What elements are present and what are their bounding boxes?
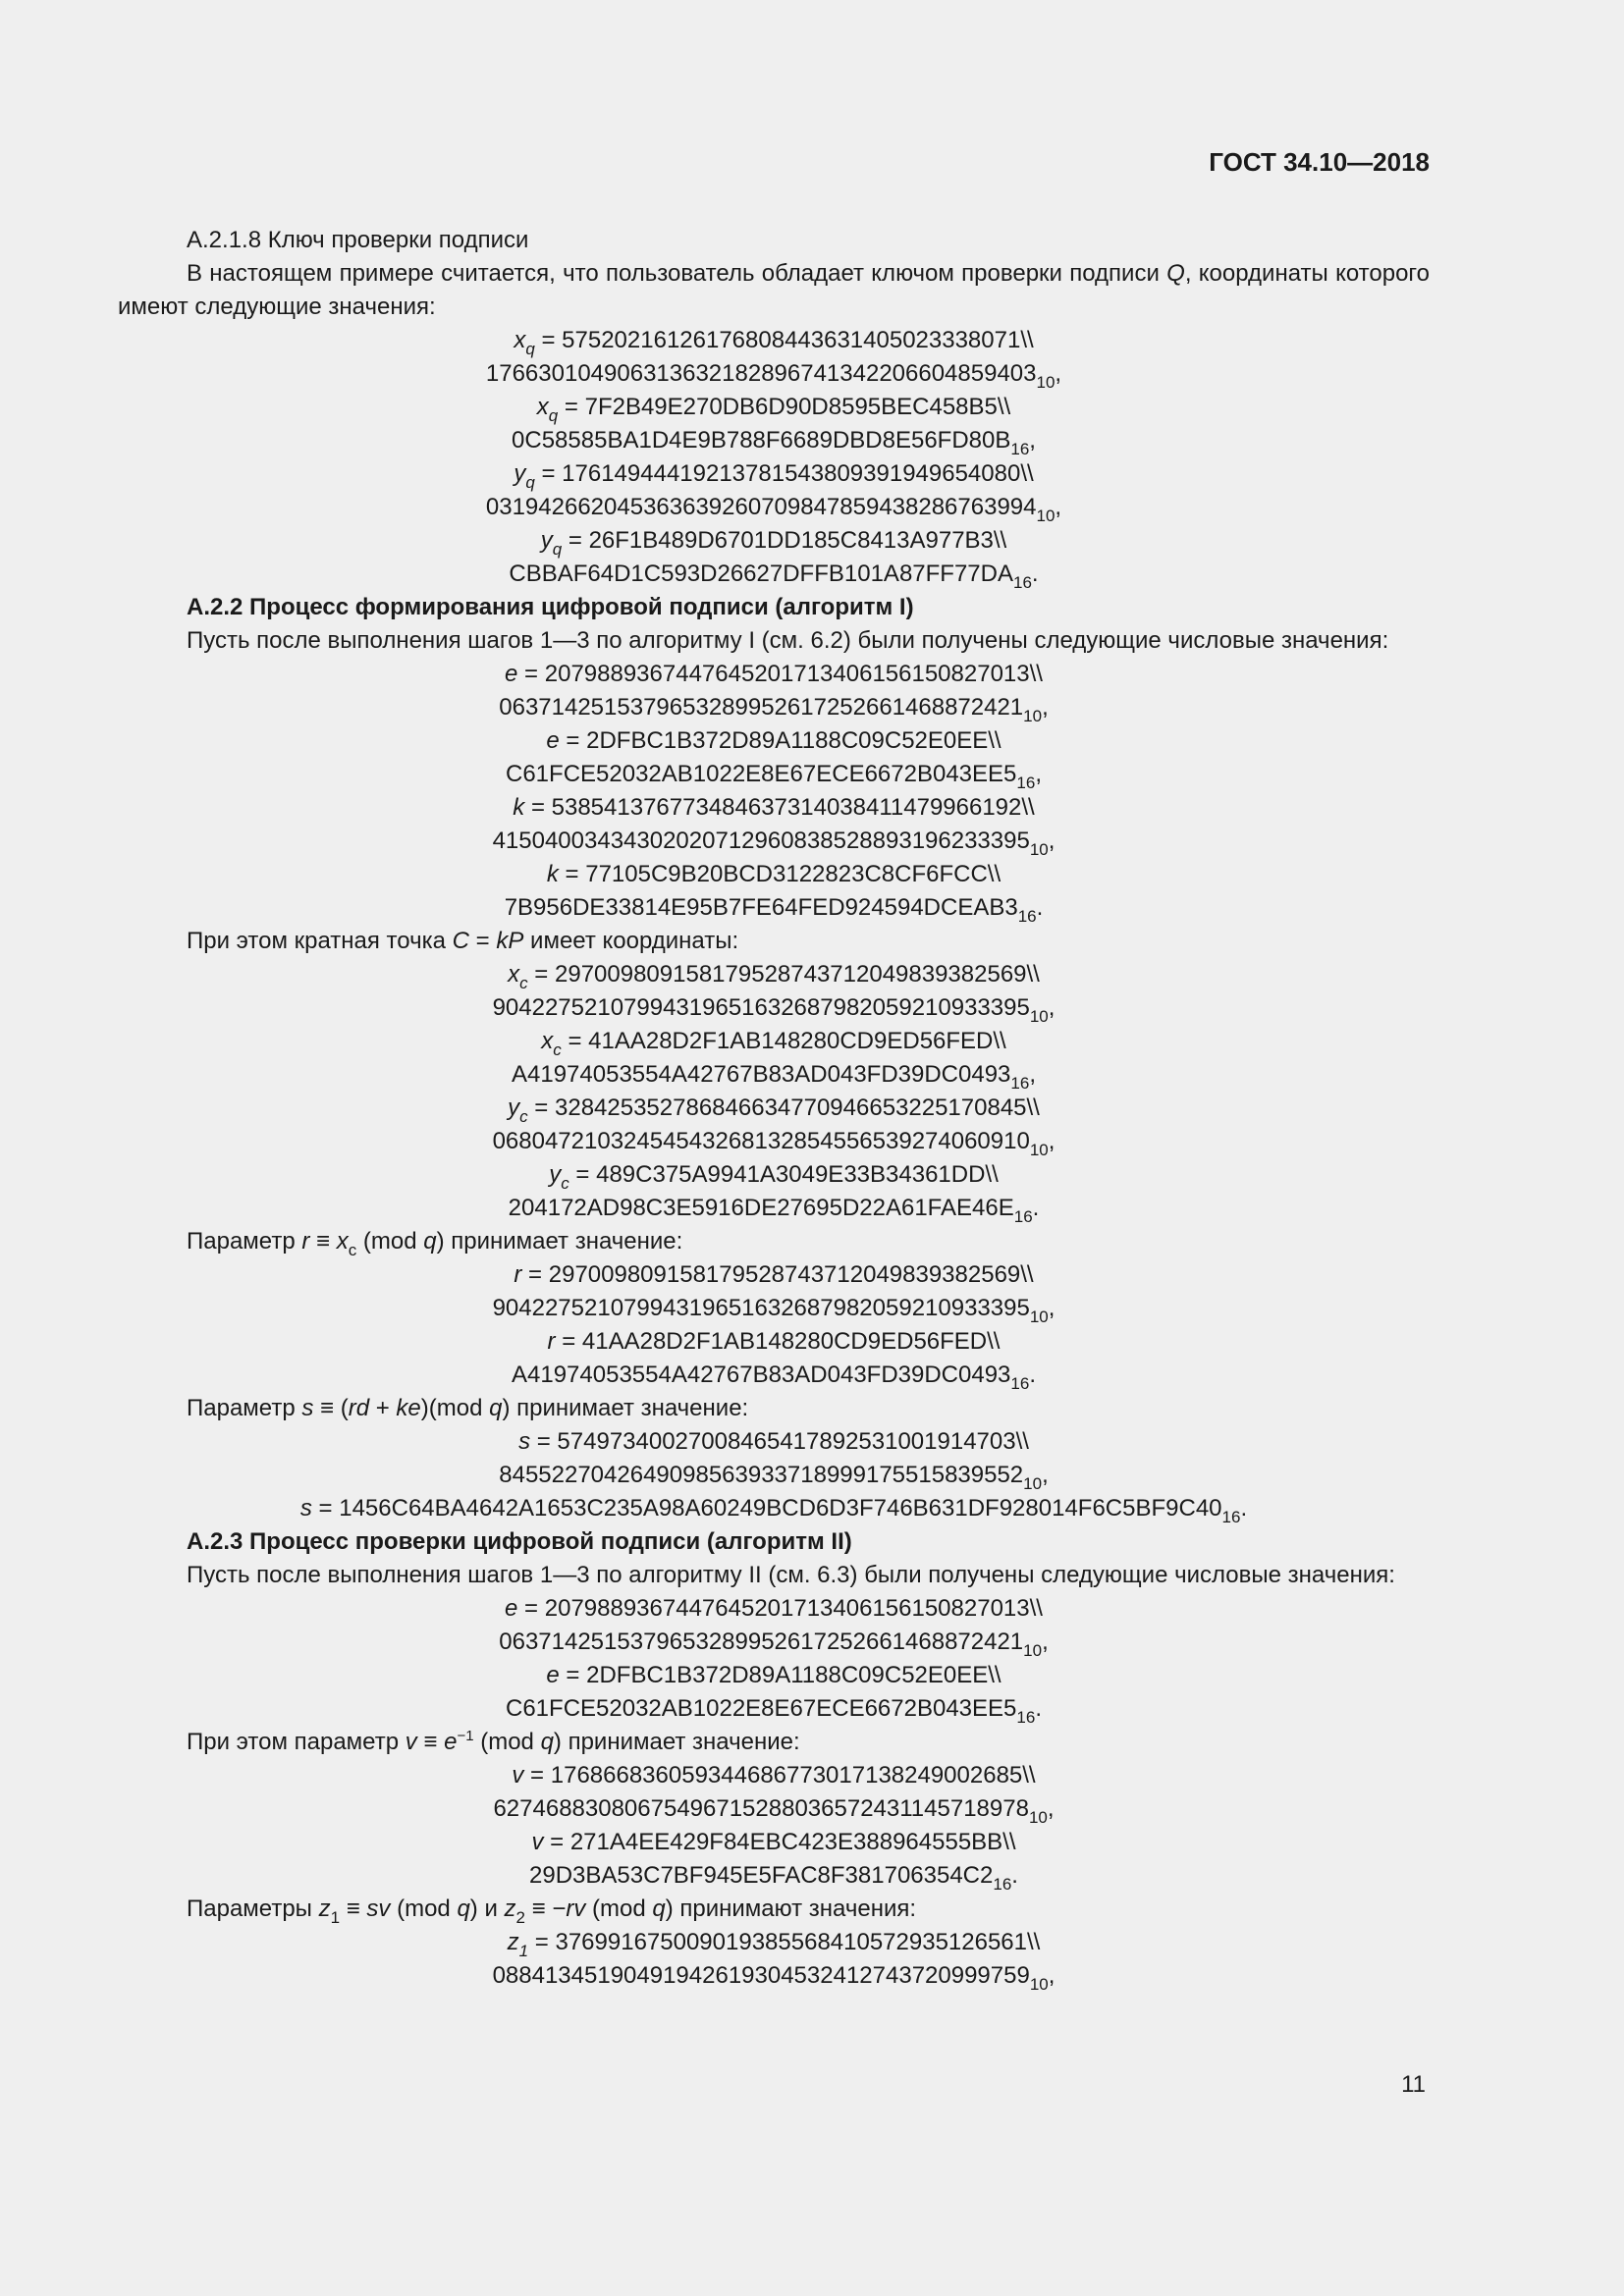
formula-value-part1: 2DFBC1B372D89A1188C09C52E0EE\\ — [586, 1662, 1001, 1688]
text-segment: −1 — [457, 1728, 474, 1744]
text-segment: ≡ — [340, 1896, 367, 1922]
text-segment: (mod — [356, 1228, 424, 1255]
punctuation: . — [1240, 1495, 1248, 1522]
formula-value-part2: 41504003434302020712960838528893196233395 — [492, 828, 1030, 854]
number-base: 10 — [1029, 1975, 1049, 1994]
formula-subscript: q — [548, 406, 559, 425]
formula-line — [118, 691, 1430, 724]
formula-variable: x — [536, 394, 549, 420]
text-segment: q — [652, 1896, 666, 1922]
formula-value-part1: 176866836059344686773017138249002685\\ — [550, 1762, 1036, 1789]
number-base: 10 — [1023, 1474, 1043, 1493]
punctuation: , — [1048, 828, 1056, 854]
text-segment: q — [457, 1896, 470, 1922]
formula-value-part1: 17614944419213781543809391949654080\\ — [562, 460, 1034, 487]
paragraph — [118, 1893, 1430, 1926]
text-segment: ≡ — [309, 1228, 337, 1255]
punctuation: , — [1029, 427, 1036, 454]
text-segment: 1 — [330, 1908, 341, 1927]
text-segment: ) принимает значение: — [553, 1729, 800, 1755]
formula-value: 1456C64BA4642A1653C235A98A60249BCD6D3F746B631DF928014F6C5BF9C40 — [339, 1495, 1222, 1522]
formula-variable: y — [508, 1095, 520, 1121]
formula-line — [118, 1859, 1430, 1893]
formula-line — [118, 558, 1430, 591]
formula-value-part2: 7B956DE33814E95B7FE64FED924594DCEAB3 — [504, 894, 1018, 921]
text-segment: r — [301, 1228, 310, 1255]
formula-value-part1: 26F1B489D6701DD185C8413A977B3\\ — [588, 527, 1007, 554]
punctuation: , — [1047, 1795, 1055, 1822]
formula-value-part1: 297009809158179528743712049839382569\\ — [548, 1261, 1034, 1288]
punctuation: . — [1029, 1362, 1036, 1388]
punctuation: . — [1011, 1862, 1018, 1889]
punctuation: , — [1035, 761, 1042, 787]
text-segment: ≡ — [416, 1729, 445, 1755]
text-segment: rv — [566, 1896, 586, 1922]
formula-subscript: q — [525, 473, 535, 492]
formula-subscript: c — [519, 1107, 528, 1126]
formula-value-part2: 29D3BA53C7BF945E5FAC8F381706354C2 — [529, 1862, 994, 1889]
formula-line: e = 2079889367447645201713406156150827013\\ — [505, 1595, 1043, 1622]
number-base: 10 — [1028, 1808, 1048, 1827]
formula-variable: k — [546, 861, 559, 887]
text-segment: ≡ − — [525, 1896, 567, 1922]
formula-variable: e — [505, 661, 518, 687]
formula-value-part2: 62746883080675496715288036572431145718978 — [493, 1795, 1029, 1822]
formula-value-part1: 57520216126176808443631405023338071\\ — [562, 327, 1034, 353]
formula-line: v = 176866836059344686773017138249002685\\ — [512, 1762, 1036, 1789]
punctuation: , — [1048, 994, 1056, 1021]
text-segment: ke — [396, 1395, 421, 1421]
text-segment: При этом кратная точка — [187, 928, 453, 954]
number-base: 10 — [1029, 1141, 1049, 1159]
document-body — [118, 224, 1430, 1993]
text-segment: имеет координаты: — [523, 928, 739, 954]
text-segment: v — [405, 1729, 417, 1755]
formula-line: $x_q$ = 7F2B49E270DB6D90D8595BEC458B5\\ — [536, 394, 1011, 425]
text-segment: 2 — [515, 1908, 525, 1927]
formula-value-part1: 7F2B49E270DB6D90D8595BEC458B5\\ — [584, 394, 1011, 420]
formula-line — [118, 1692, 1430, 1726]
formula-line — [118, 825, 1430, 858]
formula-value-part1: 57497340027008465417892531001914703\\ — [557, 1428, 1029, 1455]
text-segment: kP — [496, 928, 524, 954]
formula-value-part1: 77105C9B20BCD3122823C8CF6FCC\\ — [585, 861, 1001, 887]
formula-variable: k — [513, 794, 525, 821]
formula-variable: s — [518, 1428, 531, 1455]
text-segment: C — [452, 928, 469, 954]
number-base: 16 — [1013, 573, 1032, 592]
punctuation: , — [1048, 1295, 1056, 1321]
text-segment: ) принимают значения: — [665, 1896, 917, 1922]
formula-value-part2: 06804721032454543268132854556539274060910 — [492, 1128, 1030, 1154]
punctuation: , — [1029, 1061, 1036, 1088]
formula-value-part1: 489C375A9941A3049E33B34361DD\\ — [596, 1161, 999, 1188]
text-segment: Параметр — [187, 1395, 302, 1421]
formula-line — [118, 991, 1430, 1025]
formula-variable: y — [549, 1161, 562, 1188]
paragraph — [118, 1392, 1430, 1425]
formula-value-part1: 328425352786846634770946653225170845\\ — [555, 1095, 1040, 1121]
paragraph — [118, 1726, 1430, 1759]
number-base: 16 — [993, 1875, 1012, 1894]
text-segment: q — [489, 1395, 503, 1421]
text-segment: А.2.2 Процесс формирования цифровой подписи (алгоритм I) — [187, 594, 914, 620]
text-segment: q — [423, 1228, 437, 1255]
formula-variable: x — [508, 961, 520, 988]
formula-value-part1: 538541376773484637314038411479966192\\ — [551, 794, 1035, 821]
formula-line: $y_c$ = 328425352786846634770946653225170845\\ — [508, 1095, 1040, 1126]
formula-line — [118, 758, 1430, 791]
text-segment: s — [301, 1395, 314, 1421]
formula-variable: s — [299, 1495, 312, 1522]
formula-line — [118, 1125, 1430, 1158]
text-segment: ) и — [469, 1896, 505, 1922]
text-segment: , координаты которого имеют следующие значения: — [118, 260, 1430, 320]
formula-value-part2: 176630104906313632182896741342206604859403 — [485, 360, 1037, 387]
formula-subscript: q — [525, 340, 535, 358]
number-base: 16 — [1010, 1374, 1030, 1393]
formula-variable: v — [512, 1762, 524, 1789]
formula-line — [118, 1359, 1430, 1392]
formula-value-part2: 90422752107994319651632687982059210933395 — [492, 994, 1030, 1021]
text-segment: c — [348, 1241, 357, 1259]
number-base: 10 — [1029, 1007, 1049, 1026]
formula-value-part1: 41AA28D2F1AB148280CD9ED56FED\\ — [581, 1328, 1001, 1355]
formula-variable: r — [547, 1328, 556, 1355]
text-segment: ≡ ( — [313, 1395, 349, 1421]
formula-line — [118, 1459, 1430, 1492]
formula-line: k = 538541376773484637314038411479966192\\ — [513, 794, 1035, 821]
text-segment: + — [369, 1395, 397, 1421]
text-segment: А.2.1.8 Ключ проверки подписи — [187, 227, 529, 253]
number-base: 16 — [1010, 440, 1030, 458]
formula-line: s = 57497340027008465417892531001914703\\ — [518, 1428, 1029, 1455]
text-segment: Пусть после выполнения шагов 1—3 по алгоритму II (см. 6.3) были получены следующие числовые значения: — [187, 1562, 1395, 1588]
formula-variable: y — [514, 460, 526, 487]
text-segment: (mod — [390, 1896, 458, 1922]
formula-line — [118, 1626, 1430, 1659]
number-base: 10 — [1029, 840, 1049, 859]
section-heading — [118, 591, 1430, 624]
formula-value-part2: CBBAF64D1C593D26627DFFB101A87FF77DA — [509, 561, 1013, 587]
formula-line: v = 271A4EE429F84EBC423E388964555BB\\ — [531, 1829, 1016, 1855]
formula-line: $y_c$ = 489C375A9941A3049E33B34361DD\\ — [549, 1161, 999, 1193]
number-base: 10 — [1023, 707, 1043, 725]
formula-variable: v — [531, 1829, 544, 1855]
formula-subscript: 1 — [518, 1942, 529, 1960]
formula-subscript: q — [552, 540, 563, 559]
number-base: 10 — [1036, 507, 1056, 525]
formula-variable: e — [546, 1662, 560, 1688]
formula-value-part2: 031942662045363639260709847859438286763994 — [485, 494, 1037, 520]
formula-line: $s = 1456C64BA4642A1653C235A98A60249BCD6D3F746B631DF928014F6C5BF9C40_{16}$. — [299, 1495, 1248, 1526]
text-segment: e — [444, 1729, 458, 1755]
text-segment: (mod — [473, 1729, 541, 1755]
formula-line: e = 2DFBC1B372D89A1188C09C52E0EE\\ — [546, 727, 1001, 754]
text-segment: sv — [366, 1896, 391, 1922]
formula-value-part1: 2DFBC1B372D89A1188C09C52E0EE\\ — [586, 727, 1001, 754]
paragraph — [118, 224, 1430, 257]
punctuation: , — [1048, 1128, 1056, 1154]
formula-value-part1: 271A4EE429F84EBC423E388964555BB\\ — [569, 1829, 1016, 1855]
paragraph — [118, 257, 1430, 324]
text-segment: ) принимает значение: — [436, 1228, 683, 1255]
formula-line — [118, 1792, 1430, 1826]
formula-variable: x — [514, 327, 526, 353]
paragraph — [118, 624, 1430, 658]
formula-value-part2: 90422752107994319651632687982059210933395 — [492, 1295, 1030, 1321]
formula-line — [118, 357, 1430, 391]
formula-line — [118, 1959, 1430, 1993]
formula-line — [118, 1058, 1430, 1092]
number-base: 16 — [1016, 1708, 1036, 1727]
formula-value-part2: C61FCE52032AB1022E8E67ECE6672B043EE5 — [506, 1695, 1017, 1722]
number-base: 16 — [1017, 907, 1037, 926]
formula-value-part2: A41974053554A42767B83AD043FD39DC0493 — [512, 1061, 1011, 1088]
number-base: 16 — [1010, 1074, 1030, 1093]
number-base: 10 — [1023, 1641, 1043, 1660]
formula-line — [118, 891, 1430, 925]
text-segment: z — [318, 1896, 331, 1922]
text-segment: x — [336, 1228, 349, 1255]
formula-value-part2: 0637142515379653289952617252661468872421 — [499, 694, 1024, 721]
formula-line — [118, 1192, 1430, 1225]
formula-line: $z_1$ = 376991675009019385568410572935126561\\ — [507, 1929, 1041, 1960]
formula-line — [118, 1292, 1430, 1325]
text-segment: Параметр — [187, 1228, 302, 1255]
number-base: 10 — [1036, 373, 1056, 392]
punctuation: , — [1042, 694, 1049, 721]
formula-line: $x_q$ = 57520216126176808443631405023338071\\ — [514, 327, 1034, 358]
formula-line — [118, 491, 1430, 524]
number-base: 10 — [1029, 1308, 1049, 1326]
formula-line: $x_c$ = 41AA28D2F1AB148280CD9ED56FED\\ — [541, 1028, 1006, 1059]
text-segment: z — [504, 1896, 516, 1922]
formula-line: r = 41AA28D2F1AB148280CD9ED56FED\\ — [547, 1328, 1001, 1355]
text-segment: В настоящем примере считается, что пользователь обладает ключом проверки подписи — [187, 260, 1167, 287]
punctuation: , — [1055, 360, 1062, 387]
formula-subscript: c — [519, 974, 528, 992]
text-segment: Параметры — [187, 1896, 319, 1922]
formula-line: r = 297009809158179528743712049839382569\\ — [514, 1261, 1034, 1288]
text-segment: А.2.3 Процесс проверки цифровой подписи (алгоритм II) — [187, 1528, 852, 1555]
text-segment: rd — [348, 1395, 370, 1421]
formula-value-part2: 204172AD98C3E5916DE27695D22A61FAE46E — [508, 1195, 1014, 1221]
paragraph — [118, 1559, 1430, 1592]
paragraph — [118, 1225, 1430, 1258]
number-base: 16 — [1016, 774, 1036, 792]
formula-value-part2: 8455227042649098563933718999175515839552 — [499, 1462, 1024, 1488]
text-segment: Пусть после выполнения шагов 1—3 по алгоритму I (см. 6.2) были получены следующие числовые значения: — [187, 627, 1389, 654]
formula-value-part2: C61FCE52032AB1022E8E67ECE6672B043EE5 — [506, 761, 1017, 787]
section-heading — [118, 1525, 1430, 1559]
formula-variable: e — [546, 727, 560, 754]
formula-value-part1: 376991675009019385568410572935126561\\ — [555, 1929, 1041, 1955]
formula-subscript: c — [553, 1041, 562, 1059]
document-header: ГОСТ 34.10—2018 — [1209, 147, 1430, 177]
formula-value-part2: 0C58585BA1D4E9B788F6689DBD8E56FD80B — [512, 427, 1011, 454]
paragraph — [118, 925, 1430, 958]
punctuation: . — [1035, 1695, 1042, 1722]
text-segment: q — [540, 1729, 554, 1755]
formula-line: e = 2079889367447645201713406156150827013\\ — [505, 661, 1043, 687]
formula-variable: z — [507, 1929, 519, 1955]
formula-value-part2: A41974053554A42767B83AD043FD39DC0493 — [512, 1362, 1011, 1388]
punctuation: , — [1042, 1629, 1049, 1655]
formula-variable: x — [541, 1028, 554, 1054]
page-number: 11 — [1401, 2071, 1426, 2098]
formula-line: e = 2DFBC1B372D89A1188C09C52E0EE\\ — [546, 1662, 1001, 1688]
text-segment: )(mod — [420, 1395, 490, 1421]
formula-subscript: c — [561, 1174, 569, 1193]
text-segment: = — [469, 928, 497, 954]
punctuation: . — [1032, 1195, 1040, 1221]
punctuation: . — [1036, 894, 1044, 921]
formula-line: $y_q$ = 17614944419213781543809391949654080\\ — [514, 460, 1034, 492]
formula-value-part1: 297009809158179528743712049839382569\\ — [555, 961, 1040, 988]
formula-value-part1: 2079889367447645201713406156150827013\\ — [544, 661, 1043, 687]
text-segment: Q — [1166, 260, 1185, 287]
punctuation: , — [1048, 1962, 1056, 1989]
formula-line — [118, 424, 1430, 457]
punctuation: , — [1055, 494, 1062, 520]
number-base: 16 — [1013, 1207, 1033, 1226]
formula-line: k = 77105C9B20BCD3122823C8CF6FCC\\ — [546, 861, 1001, 887]
punctuation: . — [1031, 561, 1039, 587]
formula-variable: e — [505, 1595, 518, 1622]
formula-value-part2: 0637142515379653289952617252661468872421 — [499, 1629, 1024, 1655]
formula-variable: y — [540, 527, 553, 554]
punctuation: , — [1042, 1462, 1049, 1488]
formula-variable: r — [514, 1261, 522, 1288]
text-segment: (mod — [585, 1896, 653, 1922]
text-segment: ) принимает значение: — [502, 1395, 749, 1421]
number-base: 16 — [1221, 1508, 1241, 1526]
formula-value-part1: 41AA28D2F1AB148280CD9ED56FED\\ — [588, 1028, 1006, 1054]
formula-line: $x_c$ = 297009809158179528743712049839382569\\ — [508, 961, 1040, 992]
formula-line: $y_q$ = 26F1B489D6701DD185C8413A977B3\\ — [540, 527, 1007, 559]
text-segment: При этом параметр — [187, 1729, 406, 1755]
formula-value-part2: 08841345190491942619304532412743720999759 — [492, 1962, 1030, 1989]
formula-value-part1: 2079889367447645201713406156150827013\\ — [544, 1595, 1043, 1622]
